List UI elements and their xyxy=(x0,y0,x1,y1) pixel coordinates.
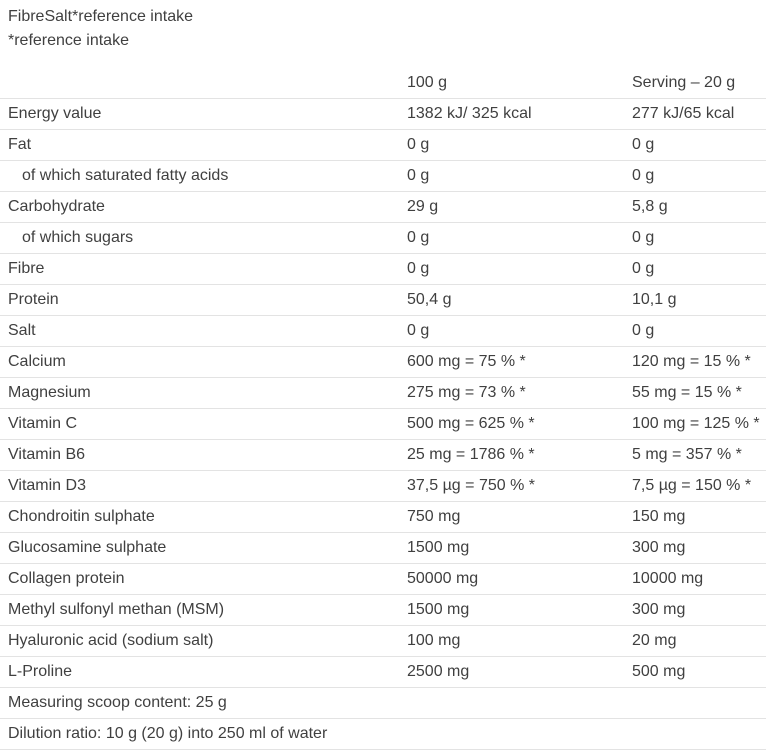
value-per-serving: 55 mg = 15 % * xyxy=(624,378,766,409)
table-row xyxy=(0,471,766,502)
nutrient-label: Glucosamine sulphate xyxy=(0,533,399,564)
nutrient-label: Calcium xyxy=(0,347,399,378)
column-header-serving: Serving – 20 g xyxy=(624,67,766,99)
nutrient-label: Vitamin C xyxy=(0,409,399,440)
value-per-serving: 0 g xyxy=(624,316,766,347)
table-row xyxy=(0,502,766,533)
table-row xyxy=(0,378,766,409)
column-header-empty xyxy=(0,67,399,99)
table-row xyxy=(0,595,766,626)
value-per-100g: 1500 mg xyxy=(399,533,624,564)
value-per-100g: 600 mg = 75 % * xyxy=(399,347,624,378)
value-per-100g: 37,5 µg = 750 % * xyxy=(399,471,624,502)
nutrient-label: of which saturated fatty acids xyxy=(0,161,399,192)
value-per-serving: 20 mg xyxy=(624,626,766,657)
value-per-100g: 50,4 g xyxy=(399,285,624,316)
nutrient-label: of which sugars xyxy=(0,223,399,254)
table-row xyxy=(0,657,766,688)
nutrient-label: Fat xyxy=(0,130,399,161)
value-per-serving: 300 mg xyxy=(624,533,766,564)
nutrient-label: Hyaluronic acid (sodium salt) xyxy=(0,626,399,657)
table-row xyxy=(0,285,766,316)
nutrient-label: Magnesium xyxy=(0,378,399,409)
nutrition-table xyxy=(0,67,766,750)
table-row xyxy=(0,192,766,223)
value-per-serving: 0 g xyxy=(624,223,766,254)
value-per-serving: 7,5 µg = 150 % * xyxy=(624,471,766,502)
page-subtitle: *reference intake xyxy=(8,32,129,49)
nutrient-label: Methyl sulfonyl methan (MSM) xyxy=(0,595,399,626)
value-per-serving: 5 mg = 357 % * xyxy=(624,440,766,471)
nutrient-label: Protein xyxy=(0,285,399,316)
page-title: FibreSalt*reference intake xyxy=(8,8,193,25)
value-per-100g: 2500 mg xyxy=(399,657,624,688)
nutrient-label: Collagen protein xyxy=(0,564,399,595)
table-row xyxy=(0,440,766,471)
value-per-100g: 1382 kJ/ 325 kcal xyxy=(399,99,624,130)
table-row xyxy=(0,223,766,254)
value-per-serving: 10000 mg xyxy=(624,564,766,595)
value-per-100g: 0 g xyxy=(399,161,624,192)
table-row xyxy=(0,347,766,378)
nutrient-label: Energy value xyxy=(0,99,399,130)
value-per-serving: 0 g xyxy=(624,161,766,192)
footnote-row xyxy=(0,688,766,719)
title-block xyxy=(0,0,766,53)
value-per-100g: 1500 mg xyxy=(399,595,624,626)
value-per-serving: 10,1 g xyxy=(624,285,766,316)
value-per-100g: 275 mg = 73 % * xyxy=(399,378,624,409)
table-row xyxy=(0,254,766,285)
nutrient-label: Vitamin B6 xyxy=(0,440,399,471)
value-per-100g: 29 g xyxy=(399,192,624,223)
table-row xyxy=(0,99,766,130)
table-row xyxy=(0,564,766,595)
table-row xyxy=(0,626,766,657)
dilution-ratio-note: Dilution ratio: 10 g (20 g) into 250 ml of water xyxy=(0,719,766,750)
value-per-serving: 100 mg = 125 % * xyxy=(624,409,766,440)
footnote-row xyxy=(0,719,766,750)
value-per-serving: 300 mg xyxy=(624,595,766,626)
nutrient-label: Vitamin D3 xyxy=(0,471,399,502)
table-row xyxy=(0,161,766,192)
value-per-100g: 500 mg = 625 % * xyxy=(399,409,624,440)
value-per-100g: 750 mg xyxy=(399,502,624,533)
value-per-100g: 0 g xyxy=(399,316,624,347)
table-row xyxy=(0,409,766,440)
value-per-100g: 0 g xyxy=(399,130,624,161)
table-row xyxy=(0,533,766,564)
value-per-100g: 0 g xyxy=(399,223,624,254)
value-per-100g: 50000 mg xyxy=(399,564,624,595)
nutrient-label: Carbohydrate xyxy=(0,192,399,223)
value-per-serving: 5,8 g xyxy=(624,192,766,223)
value-per-serving: 500 mg xyxy=(624,657,766,688)
table-row xyxy=(0,316,766,347)
value-per-serving: 150 mg xyxy=(624,502,766,533)
value-per-serving: 0 g xyxy=(624,130,766,161)
nutrient-label: L-Proline xyxy=(0,657,399,688)
value-per-100g: 100 mg xyxy=(399,626,624,657)
column-header-100g: 100 g xyxy=(399,67,624,99)
value-per-100g: 25 mg = 1786 % * xyxy=(399,440,624,471)
header-row xyxy=(0,67,766,99)
value-per-serving: 0 g xyxy=(624,254,766,285)
nutrient-label: Salt xyxy=(0,316,399,347)
value-per-serving: 120 mg = 15 % * xyxy=(624,347,766,378)
value-per-serving: 277 kJ/65 kcal xyxy=(624,99,766,130)
nutrient-label: Chondroitin sulphate xyxy=(0,502,399,533)
measuring-scoop-note: Measuring scoop content: 25 g xyxy=(0,688,766,719)
value-per-100g: 0 g xyxy=(399,254,624,285)
table-row xyxy=(0,130,766,161)
nutrient-label: Fibre xyxy=(0,254,399,285)
